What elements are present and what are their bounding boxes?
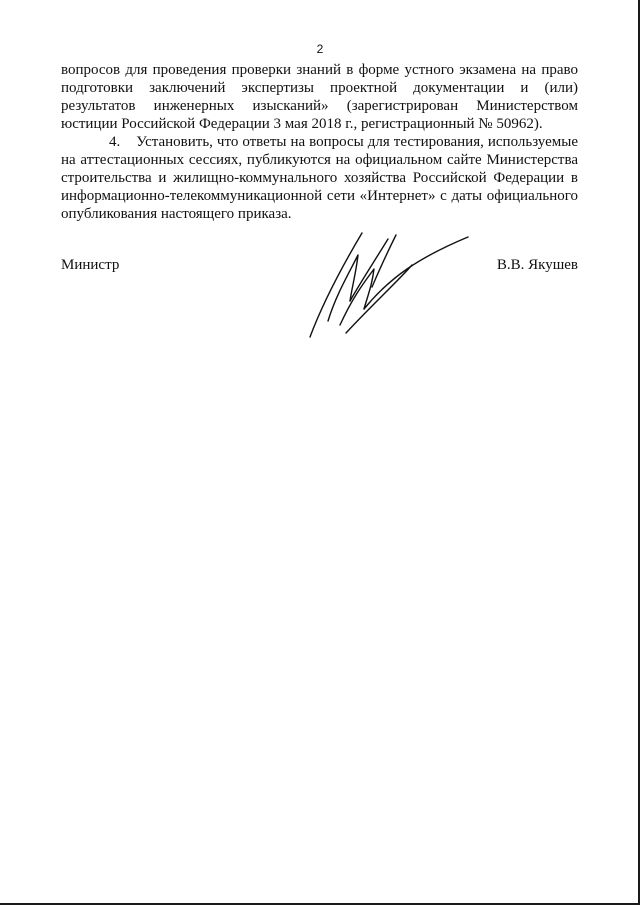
page-number: 2 [316, 42, 324, 56]
document-body [61, 61, 578, 223]
handwritten-signature [300, 225, 480, 345]
signer-name: В.В. Якушев [496, 257, 578, 273]
paragraph-continuation: вопросов для проведения проверки знаний в форме устного экзамена на право подготовки заключений экспертизы проектной документации и (или) результатов инженерных изысканий» (зарегистрирован Министерством юстиции Российской Федерации 3 мая 2018 г., регистрационный № 50962). [61, 62, 578, 132]
signer-position: Министр [61, 257, 120, 273]
paragraph-item-4: 4. Установить, что ответы на вопросы для тестирования, используемые на аттестационных сессиях, публикуются на официальном сайте Министерства строительства и жилищно-коммунального хозяйства Российской Федерации в информационно-телекоммуникационной сети «Интернет» с даты официального опубликования настоящего приказа. [61, 134, 578, 222]
